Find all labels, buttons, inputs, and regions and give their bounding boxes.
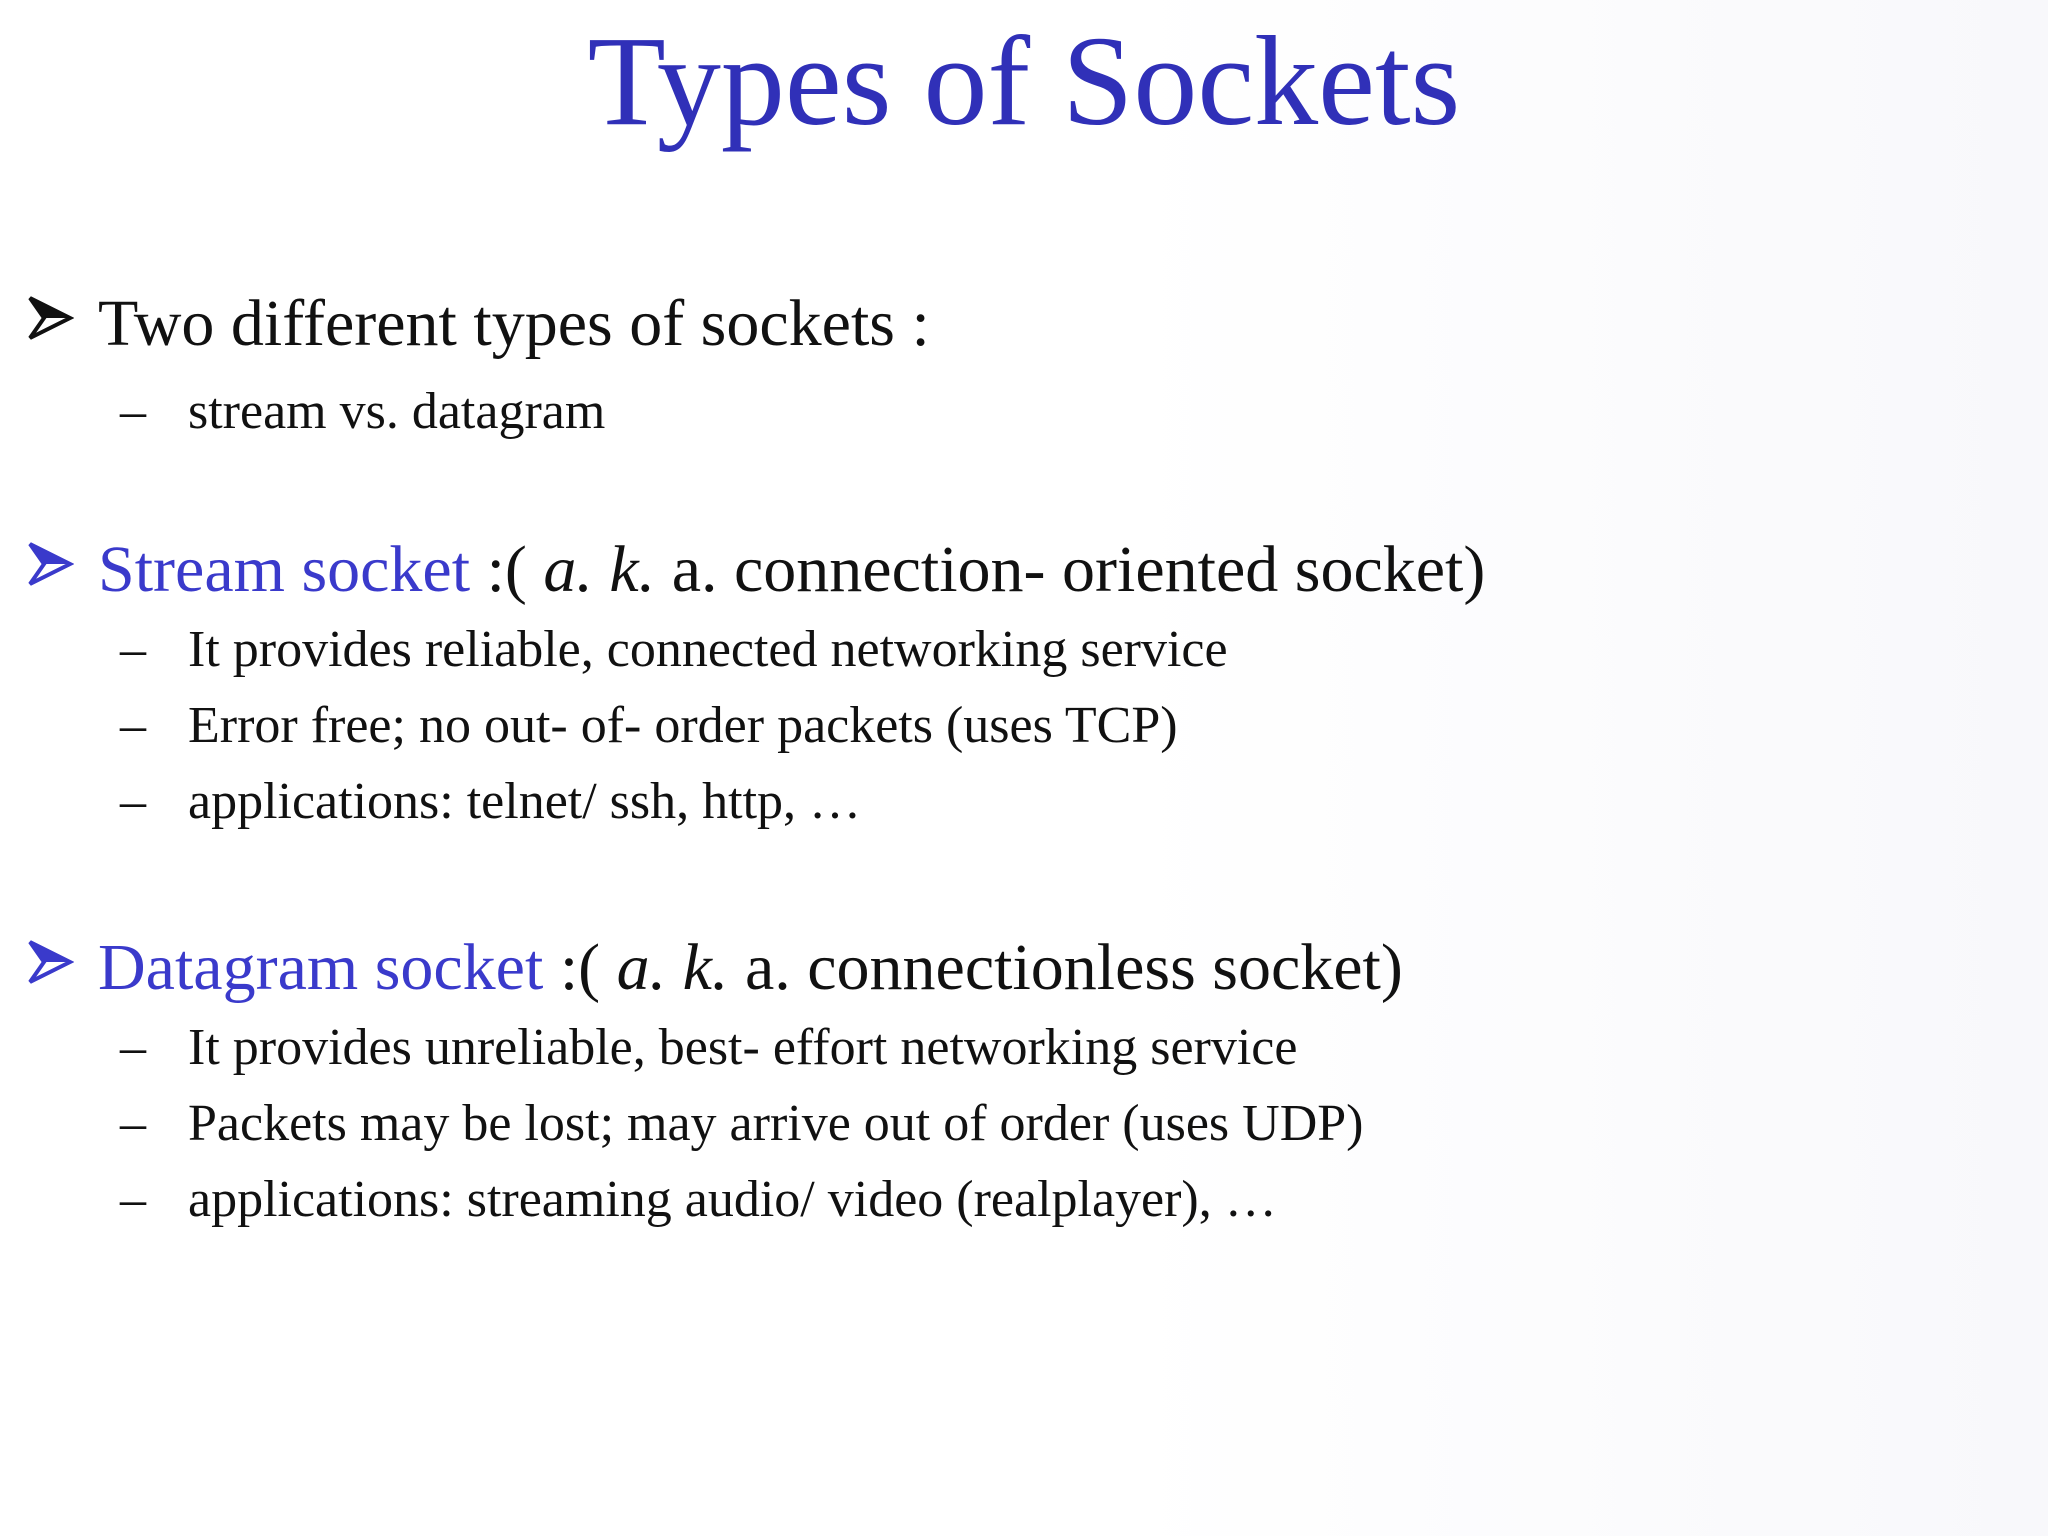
bullet-heading: Two different types of sockets : xyxy=(98,287,930,360)
sub-item-text: applications: streaming audio/ video (realplayer), … xyxy=(188,1171,1277,1228)
dash-icon: – xyxy=(120,773,146,830)
dash-icon: – xyxy=(120,697,146,754)
slide-title: Types of Sockets xyxy=(587,10,1461,152)
arrow-bullet-icon xyxy=(26,294,74,342)
heading-rest: a. connection- oriented socket) xyxy=(671,533,1486,606)
arrow-bullet-icon xyxy=(26,938,74,986)
aka-k: k. xyxy=(609,533,656,606)
dash-icon: – xyxy=(120,1095,146,1152)
aka-a: a. xyxy=(543,533,593,606)
bullet-heading xyxy=(98,530,1485,610)
heading-separator: :( xyxy=(543,931,601,1004)
sub-item-text: Error free; no out- of- order packets (uses TCP) xyxy=(188,697,1178,754)
heading-rest: a. connectionless socket) xyxy=(744,931,1403,1004)
term-stream-socket: Stream socket xyxy=(98,533,471,606)
term-datagram-socket: Datagram socket xyxy=(98,931,544,1004)
dash-icon: – xyxy=(120,1019,146,1076)
sub-item-text: stream vs. datagram xyxy=(188,383,606,440)
dash-icon: – xyxy=(120,621,146,678)
sub-item-text: Packets may be lost; may arrive out of order (uses UDP) xyxy=(188,1095,1364,1152)
dash-icon: – xyxy=(120,383,146,440)
sub-item-text: applications: telnet/ ssh, http, … xyxy=(188,773,862,830)
bullet-heading xyxy=(98,928,1403,1008)
heading-separator: :( xyxy=(470,533,527,606)
sub-item-text: It provides unreliable, best- effort networking service xyxy=(188,1019,1298,1076)
arrow-bullet-icon xyxy=(26,540,74,588)
dash-icon: – xyxy=(120,1171,146,1228)
sub-item-text: It provides reliable, connected networking service xyxy=(188,621,1228,678)
aka-k: k. xyxy=(682,931,729,1004)
aka-a: a. xyxy=(616,931,667,1004)
